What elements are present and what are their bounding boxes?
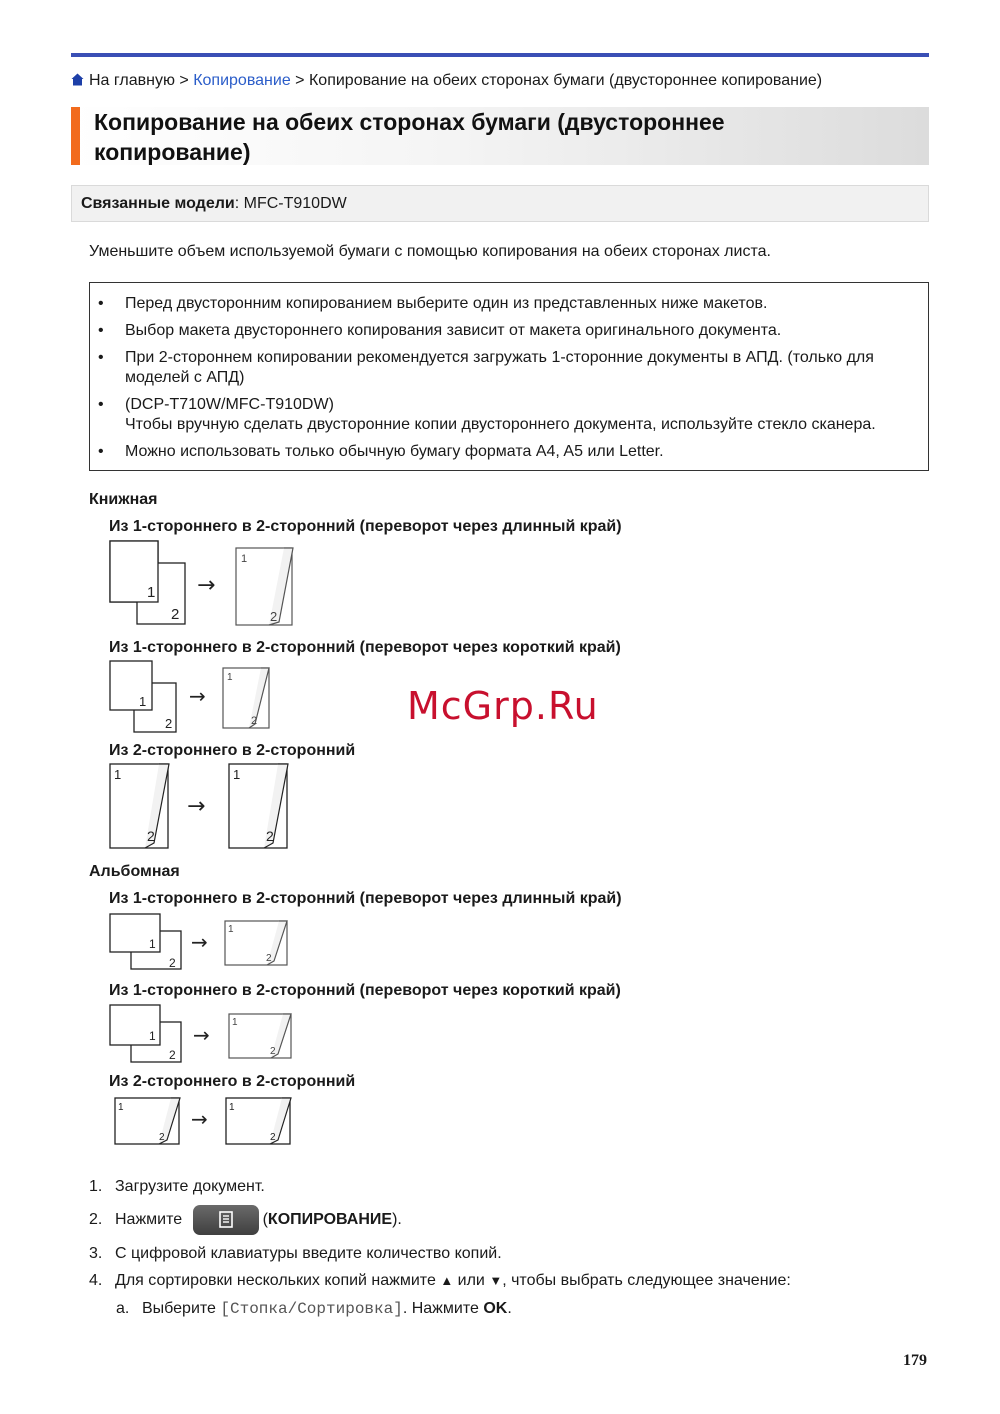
landscape-short-edge-heading: Из 1-стороннего в 2-сторонний (переворот через короткий край)	[109, 982, 621, 999]
bullet-icon: •	[98, 349, 104, 366]
copy-document-icon	[217, 1211, 235, 1229]
note-item: • При 2-стороннем копировании рекомендуется загружать 1-сторонние документы в АПД. (только для моделей с АПД)	[98, 349, 874, 386]
portrait-short-edge-diagram	[109, 660, 279, 734]
portrait-heading: Книжная	[89, 491, 158, 508]
portrait-short-edge-heading: Из 1-стороннего в 2-сторонний (переворот через короткий край)	[109, 639, 621, 656]
portrait-two-sided-diagram	[109, 763, 299, 851]
portrait-long-edge-heading: Из 1-стороннего в 2-сторонний (переворот через длинный край)	[109, 518, 622, 535]
page-two-label: 2	[171, 606, 180, 623]
step-item: 3. С цифровой клавиатуры введите количество копий.	[89, 1245, 502, 1262]
breadcrumb-home-link[interactable]: На главную	[89, 72, 175, 89]
arrow-icon: →	[197, 573, 216, 598]
related-models-label: Связанные модели	[81, 195, 235, 212]
portrait-two-sided-heading: Из 2-стороннего в 2-сторонний	[109, 742, 356, 759]
arrow-icon: →	[187, 794, 206, 819]
up-arrow-icon: ▲	[440, 1273, 454, 1288]
bullet-icon: •	[98, 396, 104, 413]
substep-item: a. Выберите [Стопка/Сортировка]. Нажмите OK.	[116, 1300, 512, 1318]
copy-button[interactable]	[193, 1205, 259, 1235]
svg-text:2: 2	[270, 1132, 276, 1143]
breadcrumb-separator: >	[179, 72, 189, 89]
svg-text:1: 1	[232, 1017, 238, 1028]
page-number: 179	[903, 1352, 927, 1369]
landscape-short-edge-diagram	[109, 1004, 299, 1066]
landscape-long-edge-heading: Из 1-стороннего в 2-сторонний (переворот через длинный край)	[109, 890, 622, 907]
step-item: 2. Нажмите (КОПИРОВАНИЕ).	[89, 1205, 402, 1235]
svg-text:2: 2	[169, 956, 176, 970]
breadcrumb	[71, 71, 822, 92]
breadcrumb-copy-link[interactable]: Копирование	[193, 72, 291, 89]
svg-text:2: 2	[165, 716, 173, 731]
svg-text:2: 2	[169, 1048, 176, 1062]
bullet-icon: •	[98, 322, 104, 339]
arrow-icon: →	[193, 1023, 210, 1047]
landscape-long-edge-diagram	[109, 913, 294, 973]
svg-text:1: 1	[114, 767, 122, 782]
note-item: • (DCP-T710W/MFC-T910DW) Чтобы вручную сделать двусторонние копии двустороннего документа, используйте стекло сканера.	[98, 396, 876, 433]
svg-text:1: 1	[241, 553, 248, 565]
svg-text:2: 2	[270, 609, 278, 624]
watermark: McGrp.Ru	[407, 684, 599, 728]
svg-text:1: 1	[118, 1102, 124, 1113]
landscape-two-sided-diagram	[109, 1094, 299, 1150]
title-banner	[71, 107, 929, 165]
portrait-long-edge-diagram	[109, 540, 309, 628]
note-item: • Выбор макета двустороннего копирования зависит от макета оригинального документа.	[98, 322, 782, 339]
ok-label: OK	[483, 1300, 508, 1317]
svg-text:1: 1	[228, 924, 234, 935]
svg-text:2: 2	[147, 828, 155, 844]
related-models-value: MFC-T910DW	[243, 195, 347, 212]
svg-text:2: 2	[266, 828, 274, 844]
note-list	[90, 294, 928, 469]
arrow-icon: →	[191, 930, 208, 954]
svg-text:1: 1	[139, 694, 147, 709]
svg-text:2: 2	[159, 1132, 165, 1143]
intro-text: Уменьшите объем используемой бумаги с помощью копирования на обеих сторонах листа.	[89, 243, 771, 260]
svg-text:1: 1	[149, 937, 156, 951]
note-item: • Перед двусторонним копированием выберите один из представленных ниже макетов.	[98, 295, 768, 312]
landscape-heading: Альбомная	[89, 863, 180, 880]
svg-text:2: 2	[251, 715, 258, 727]
svg-text:1: 1	[233, 767, 241, 782]
step-item: 4. Для сортировки нескольких копий нажмите ▲ или ▼, чтобы выбрать следующее значение:	[89, 1272, 791, 1289]
arrow-icon: →	[191, 1107, 208, 1131]
related-models-text: Связанные модели: MFC-T910DW	[81, 195, 347, 212]
top-rule	[71, 53, 929, 57]
step-item: 1. Загрузите документ.	[89, 1178, 265, 1195]
title-accent-bar	[71, 107, 80, 165]
breadcrumb-separator: >	[295, 72, 305, 89]
bullet-icon: •	[98, 295, 104, 312]
down-arrow-icon: ▼	[489, 1273, 503, 1288]
menu-option: [Стопка/Сортировка]	[220, 1300, 403, 1318]
bullet-icon: •	[98, 443, 104, 460]
breadcrumb-current: Копирование на обеих сторонах бумаги (двустороннее копирование)	[308, 72, 823, 89]
svg-text:1: 1	[149, 1029, 156, 1043]
note-box	[89, 282, 929, 471]
page-one-label: 1	[147, 584, 156, 601]
svg-text:1: 1	[227, 672, 233, 683]
related-models-box	[71, 185, 929, 222]
note-item: • Можно использовать только обычную бумагу формата A4, A5 или Letter.	[98, 443, 664, 460]
home-icon[interactable]	[71, 72, 84, 92]
copy-label: КОПИРОВАНИЕ	[267, 1211, 393, 1229]
svg-text:2: 2	[266, 953, 272, 964]
arrow-icon: →	[189, 684, 206, 708]
page-title: Копирование на обеих сторонах бумаги (двустороннее копирование)	[94, 109, 725, 165]
svg-text:1: 1	[229, 1102, 235, 1113]
landscape-two-sided-heading: Из 2-стороннего в 2-сторонний	[109, 1073, 356, 1090]
svg-text:2: 2	[270, 1046, 276, 1057]
